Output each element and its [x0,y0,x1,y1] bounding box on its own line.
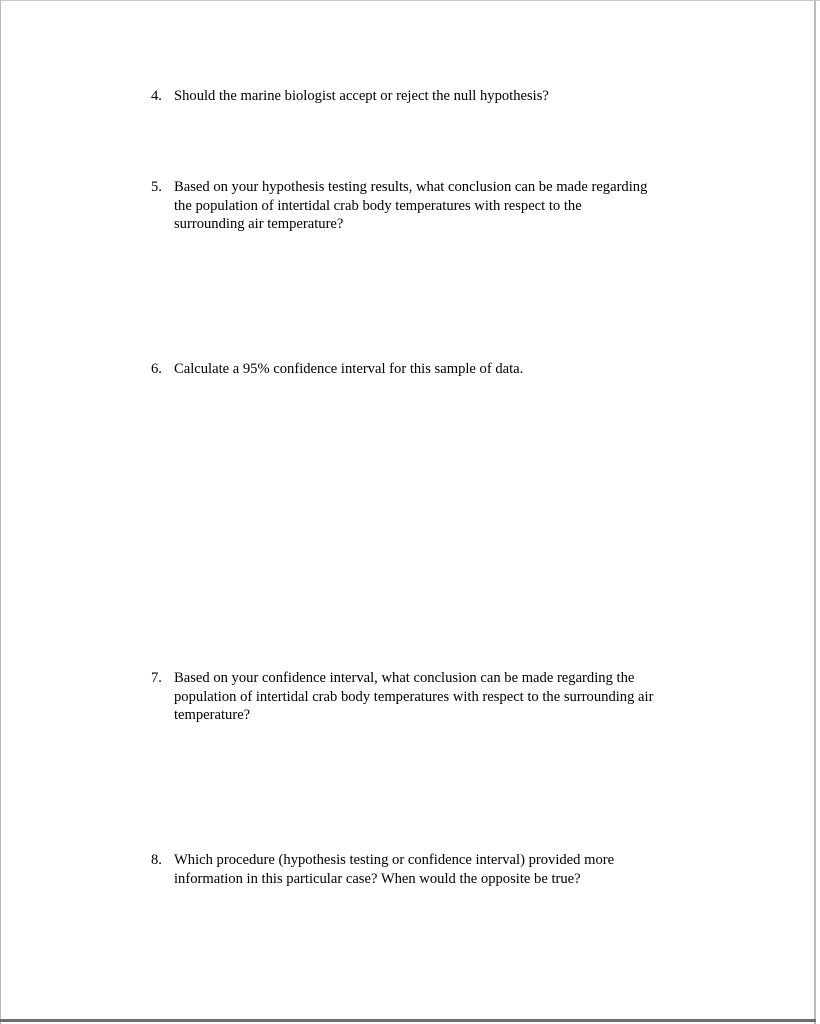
question-5 [151,178,711,234]
question-text: Calculate a 95% confidence interval for this sample of data. [174,361,524,377]
question-number: 4. [151,88,162,104]
question-8 [151,851,711,888]
question-7 [151,669,711,725]
question-text: Based on your confidence interval, what conclusion can be made regarding the population of intertidal crab body temperatures with respect to the surrounding air temperature? [174,670,654,723]
question-text: Which procedure (hypothesis testing or confidence interval) provided more information in this particular case? When would the opposite be true? [174,852,615,887]
question-number: 7. [151,670,162,686]
question-4 [151,87,711,106]
question-number: 5. [151,179,162,195]
question-text: Should the marine biologist accept or reject the null hypothesis? [174,88,549,104]
question-number: 8. [151,852,162,868]
question-6 [151,360,711,379]
question-text: Based on your hypothesis testing results, what conclusion can be made regarding the population of intertidal crab body temperatures with respect to the surrounding air temperature? [174,179,648,232]
page-edge-bottom [0,1019,816,1022]
page-edge-right [814,0,816,1024]
question-number: 6. [151,361,162,377]
